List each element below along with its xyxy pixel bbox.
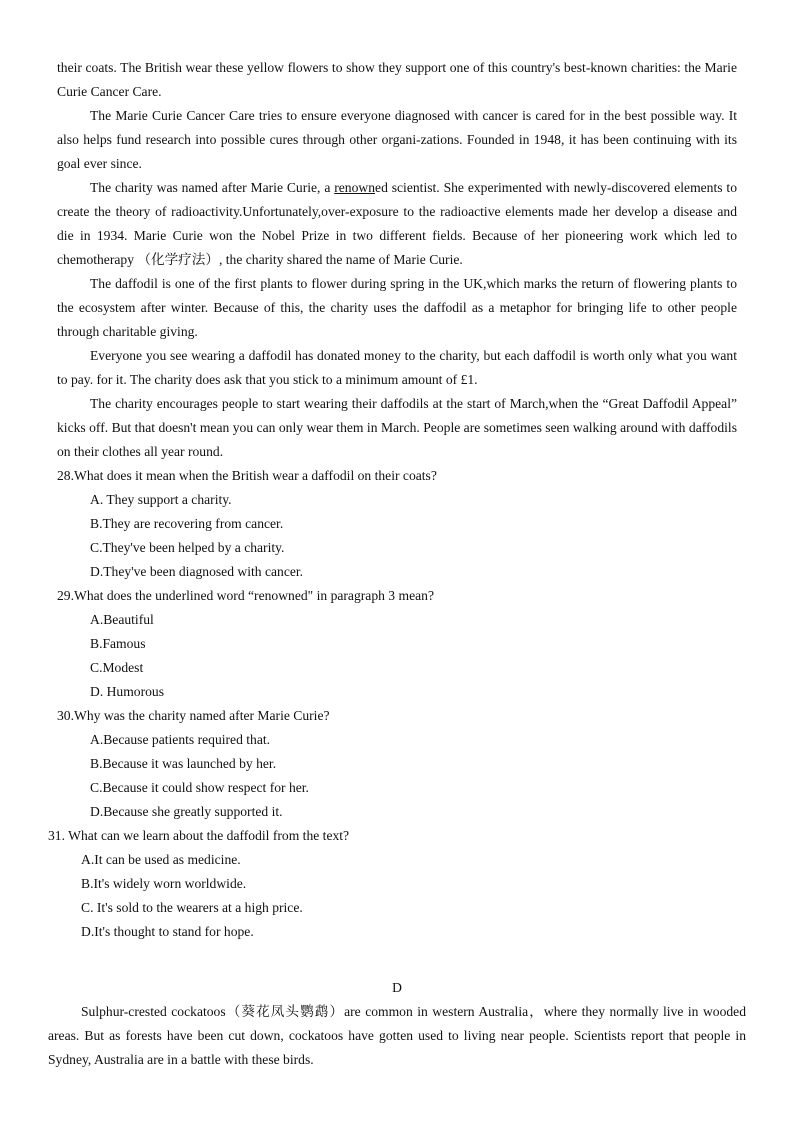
- question-29-option-b[interactable]: B.Famous: [90, 636, 146, 651]
- passage-paragraph-5: The charity encourages people to start wearing their daffodils at the start of March,when the “Great Daffodil Appeal” kicks off. But that doesn't mean you can only wear them in March. People are sometimes seen walking around with daffodils on their clothes all year round.: [57, 396, 737, 459]
- question-29-stem: 29.What does the underlined word “renowned" in paragraph 3 mean?: [57, 588, 434, 603]
- question-29-option-d[interactable]: D. Humorous: [90, 684, 165, 699]
- question-31-option-c[interactable]: C. It's sold to the wearers at a high price.: [81, 900, 303, 915]
- question-31-option-d[interactable]: D.It's thought to stand for hope.: [81, 924, 254, 939]
- question-30-option-d[interactable]: D.Because she greatly supported it.: [90, 804, 283, 819]
- underlined-word: renown: [334, 180, 376, 195]
- paragraph-2-text-start: The charity was named after Marie Curie, a: [90, 180, 335, 195]
- question-30-option-b[interactable]: B.Because it was launched by her.: [90, 756, 277, 771]
- passage-paragraph-1: The Marie Curie Cancer Care tries to ensure everyone diagnosed with cancer is cared for in the best possible way. It also helps fund research into possible cures through other organi-zations. Founded in 1948, it has been continuing with its goal ever since.: [57, 108, 737, 171]
- question-28-stem: 28.What does it mean when the British wear a daffodil on their coats?: [57, 468, 437, 483]
- question-29-option-a[interactable]: A.Beautiful: [90, 612, 154, 627]
- question-31-stem: 31. What can we learn about the daffodil from the text?: [48, 828, 350, 843]
- passage-paragraph-3: The daffodil is one of the first plants to flower during spring in the UK,which marks the return of flowering plants to the ecosystem after winter. Because of this, the charity uses the daffodil as a metaphor for bringing life to other people through charitable giving.: [57, 276, 737, 339]
- question-28-option-a[interactable]: A. They support a charity.: [90, 492, 232, 507]
- question-31-option-a[interactable]: A.It can be used as medicine.: [81, 852, 241, 867]
- question-30-stem: 30.Why was the charity named after Marie Curie?: [57, 708, 330, 723]
- passage-paragraph-4: Everyone you see wearing a daffodil has donated money to the charity, but each daffodil is worth only what you want to pay. for it. The charity does ask that you stick to a minimum amount of £1.: [57, 348, 737, 387]
- question-28-option-b[interactable]: B.They are recovering from cancer.: [90, 516, 284, 531]
- section-d-title: D: [392, 980, 402, 995]
- question-30-option-a[interactable]: A.Because patients required that.: [90, 732, 271, 747]
- passage-paragraph-0: their coats. The British wear these yellow flowers to show they support one of this country's best-known charities: the Marie Curie Cancer Care.: [57, 60, 737, 99]
- question-28-option-c[interactable]: C.They've been helped by a charity.: [90, 540, 285, 555]
- paragraph-2-text-end: ed scientist. She experimented with newly-discovered elements to create the theory of radioactivity.Unfortunately,over-exposure to the radioactive elements made her develop a disease and die in 1934. Marie Curie won the Nobel Prize in two different fields. Because of her pioneering work which led to chemotherapy （化学疗法）, the charity shared the name of Marie Curie.: [57, 180, 737, 267]
- question-28-option-d[interactable]: D.They've been diagnosed with cancer.: [90, 564, 304, 579]
- passage-paragraph-2: [57, 176, 737, 272]
- question-31-option-b[interactable]: B.It's widely worn worldwide.: [81, 876, 247, 891]
- section-d-paragraph: Sulphur-crested cockatoos（葵花凤头鹦鹉）are common in western Australia，where they normally live in wooded areas. But as forests have been cut down, cockatoos have gotten used to living near people. Scientists report that people in Sydney, Australia are in a battle with these birds.: [48, 1004, 746, 1067]
- question-29-option-c[interactable]: C.Modest: [90, 660, 144, 675]
- question-30-option-c[interactable]: C.Because it could show respect for her.: [90, 780, 309, 795]
